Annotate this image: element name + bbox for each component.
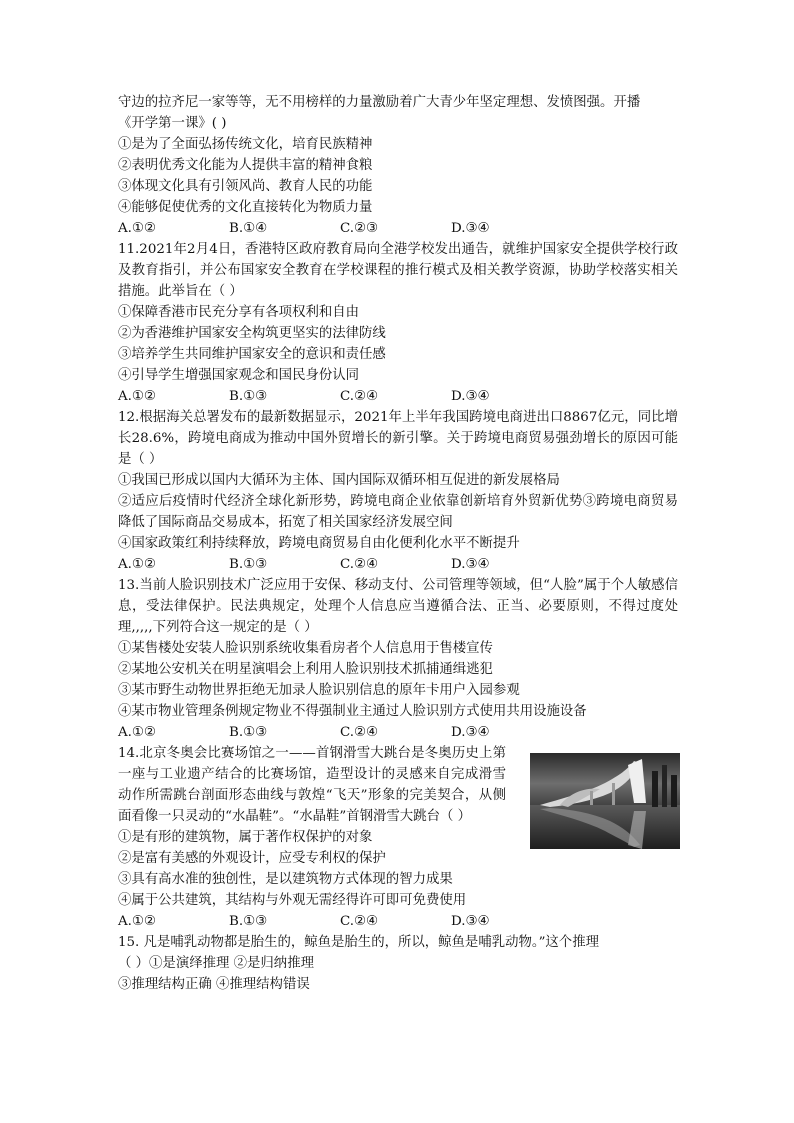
question-13-options <box>118 722 678 743</box>
question-10-item-1: ①是为了全面弘扬传统文化，培育民族精神 <box>118 137 373 152</box>
question-11 <box>118 239 678 407</box>
question-13-item-4: ④某市物业管理条例规定物业不得强制业主通过人脸识别方式使用共用设施设备 <box>118 704 587 719</box>
question-11-options <box>118 386 678 407</box>
question-14-item-3: ③具有高水准的独创性，是以建筑物方式体现的智力成果 <box>118 872 453 887</box>
option-a: A.①② <box>118 725 156 740</box>
option-b: B.①③ <box>229 725 268 740</box>
question-11-item-4: ④引导学生增强国家观念和国民身份认同 <box>118 368 360 383</box>
question-11-item-3: ③培养学生共同维护国家安全的意识和责任感 <box>118 347 386 362</box>
question-11-item-2: ②为香港维护国家安全构筑更坚实的法律防线 <box>118 326 386 341</box>
question-12-item-4: ④国家政策红利持续释放，跨境电商贸易自由化便利化水平不断提升 <box>118 536 520 551</box>
question-14-item-4: ④属于公共建筑，其结构与外观无需经得许可即可免费使用 <box>118 893 467 908</box>
question-14-text: 14.北京冬奥会比赛场馆之一——首钢滑雪大跳台是冬奥历史上第一座与工业遗产结合的比赛场馆，造型设计的灵感来自完成滑雪动作所需跳台剖面形态曲线与敦煌“飞天”形象的完美契合，从侧面看像一只灵动的“水晶鞋”。“水晶鞋”首钢滑雪大跳台（ ） <box>118 746 506 824</box>
question-11-item-1: ①保障香港市民充分享有各项权利和自由 <box>118 305 360 320</box>
question-15 <box>118 932 678 995</box>
question-10-item-2: ②表明优秀文化能为人提供丰富的精神食粮 <box>118 158 373 173</box>
option-a: A.①② <box>118 221 156 236</box>
option-c: C.②③ <box>340 221 379 236</box>
question-13-item-1: ①某售楼处安装人脸识别系统收集看房者个人信息用于售楼宣传 <box>118 641 493 656</box>
option-d: D.③④ <box>451 725 490 740</box>
question-14-options <box>118 911 678 932</box>
question-14-item-1: ①是有形的建筑物，属于著作权保护的对象 <box>118 830 373 845</box>
question-10-text-line-2: 《开学第一课》( ) <box>118 116 227 131</box>
question-13-item-2: ②某地公安机关在明星演唱会上利用人脸识别技术抓捕通缉逃犯 <box>118 662 493 677</box>
question-12 <box>118 407 678 575</box>
question-column <box>118 92 678 995</box>
option-a: A.①② <box>118 914 156 929</box>
question-13 <box>118 575 678 743</box>
question-10-options <box>118 218 678 239</box>
option-d: D.③④ <box>451 914 490 929</box>
option-a: A.①② <box>118 557 156 572</box>
question-12-text: 12.根据海关总署发布的最新数据显示，2021年上半年我国跨境电商进出口8867亿元，同比增长28.6%，跨境电商成为推动中国外贸增长的新引擎。关于跨境电商贸易强劲增长的原因可能是（ ） <box>118 410 678 467</box>
option-b: B.①③ <box>229 389 268 404</box>
question-15-line-3: ③推理结构正确 ④推理结构错误 <box>118 977 310 992</box>
option-b: B.①③ <box>229 914 268 929</box>
option-c: C.②④ <box>340 389 379 404</box>
question-13-item-3: ③某市野生动物世界拒绝无加录人脸识别信息的原年卡用户入园参观 <box>118 683 520 698</box>
question-11-text: 11.2021年2月4日，香港特区政府教育局向全港学校发出通告，就维护国家安全提供学校行政及教育指引，并公布国家安全教育在学校课程的推行模式及相关教学资源，协助学校落实相关措施。此举旨在（ ） <box>118 242 678 299</box>
ski-jump-photo-graphic <box>530 753 680 849</box>
question-10 <box>118 92 678 239</box>
question-15-line-1: 15. 凡是哺乳动物都是胎生的，鲸鱼是胎生的，所以，鲸鱼是哺乳动物。”这个推理 <box>118 935 599 950</box>
question-10-text-line-1: 守边的拉齐尼一家等等，无不用榜样的力量激励着广大青少年坚定理想、发愤图强。开播 <box>118 95 641 110</box>
question-14-item-2: ②是富有美感的外观设计，应受专利权的保护 <box>118 851 386 866</box>
option-c: C.②④ <box>340 557 379 572</box>
option-d: D.③④ <box>451 221 490 236</box>
question-12-options <box>118 554 678 575</box>
option-b: B.①④ <box>229 221 268 236</box>
ski-jump-photo <box>530 753 680 849</box>
question-12-item-1: ①我国已形成以国内大循环为主体、国内国际双循环相互促进的新发展格局 <box>118 473 560 488</box>
option-d: D.③④ <box>451 389 490 404</box>
option-a: A.①② <box>118 389 156 404</box>
question-10-item-3: ③体现文化具有引领风尚、教育人民的功能 <box>118 179 373 194</box>
question-15-line-2: （ ）①是演绎推理 ②是归纳推理 <box>118 956 314 971</box>
option-c: C.②④ <box>340 914 379 929</box>
option-b: B.①③ <box>229 557 268 572</box>
question-13-text: 13.当前人脸识别技术广泛应用于安保、移动支付、公司管理等领域，但“人脸”属于个人敏感信息，受法律保护。民法典规定，处理个人信息应当遵循合法、正当、必要原则，不得过度处理,,,,,下列符合这一规定的是（ ） <box>118 578 678 635</box>
option-d: D.③④ <box>451 557 490 572</box>
option-c: C.②④ <box>340 725 379 740</box>
question-10-item-4: ④能够促使优秀的文化直接转化为物质力量 <box>118 200 373 215</box>
question-12-item-2-3: ②适应后疫情时代经济全球化新形势，跨境电商企业依靠创新培育外贸新优势③跨境电商贸易降低了国际商品交易成本，拓宽了相关国家经济发展空间 <box>118 494 678 530</box>
